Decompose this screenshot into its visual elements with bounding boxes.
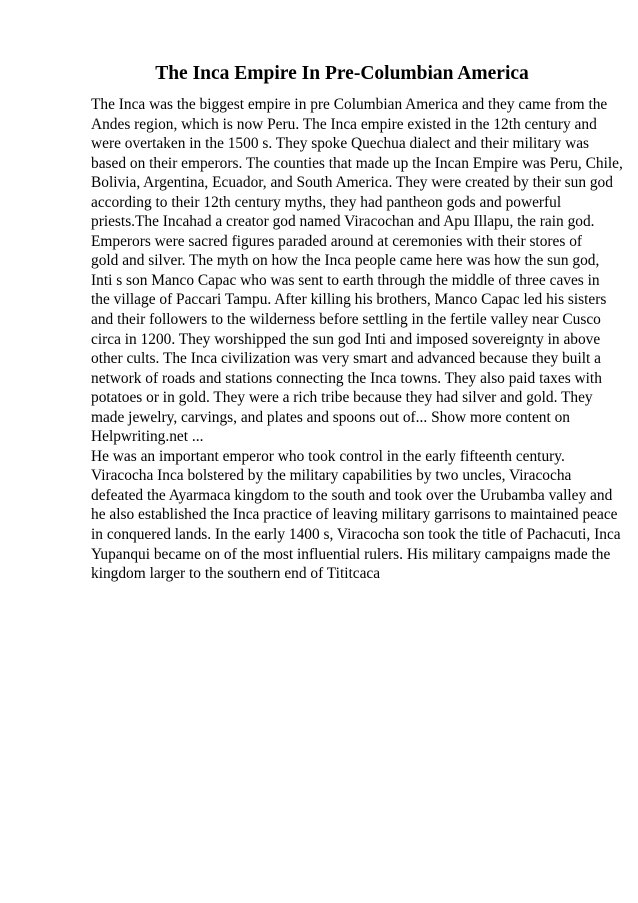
body-line: Yupanqui became on of the most influential rulers. His military campaigns made the: [91, 545, 611, 563]
body-line: Emperors were sacred figures paraded around at ceremonies with their stores of: [91, 232, 583, 250]
body-line: and their followers to the wilderness before settling in the fertile valley near Cusco: [91, 311, 601, 329]
body-line: in conquered lands. In the early 1400 s, Viracocha son took the title of Pachacuti, Inca: [91, 526, 621, 544]
body-line: Inti s son Manco Capac who was sent to earth through the middle of three caves in: [91, 271, 600, 289]
body-line: network of roads and stations connecting the Inca towns. They also paid taxes with: [91, 369, 602, 387]
body-line: The Inca was the biggest empire in pre Columbian America and they came from the: [91, 96, 608, 113]
body-line: defeated the Ayarmaca kingdom to the south and took over the Urubamba valley and: [91, 486, 613, 504]
body-line: He was an important emperor who took control in the early fifteenth century.: [91, 447, 565, 465]
body-line: he also established the Inca practice of leaving military garrisons to maintained peace: [91, 506, 618, 524]
body-line: circa in 1200. They worshipped the sun god Inti and imposed sovereignty in above: [91, 330, 601, 348]
body-line: made jewelry, carvings, and plates and spoons out of... Show more content on: [91, 408, 570, 426]
body-line: according to their 12th century myths, they had pantheon gods and powerful: [91, 193, 562, 211]
body-line: Bolivia, Argentina, Ecuador, and South America. They were created by their sun god: [91, 174, 613, 192]
body-line: kingdom larger to the southern end of Tititcaca: [91, 565, 381, 583]
body-line: based on their emperors. The counties that made up the Incan Empire was Peru, Chile,: [91, 154, 623, 172]
body-line: Andes region, which is now Peru. The Inca empire existed in the 12th century and: [91, 115, 597, 133]
body-line: priests.The Incahad a creator god named Viracochan and Apu Illapu, the rain god.: [91, 213, 595, 231]
body-line: Viracocha Inca bolstered by the military capabilities by two uncles, Viracocha: [91, 467, 572, 485]
body-line: other cults. The Inca civilization was very smart and advanced because they built a: [91, 350, 601, 368]
body-line: gold and silver. The myth on how the Inca people came here was how the sun god,: [91, 252, 600, 270]
document-title: The Inca Empire In Pre-Columbian America: [155, 63, 529, 84]
body-line: the village of Paccari Tampu. After killing his brothers, Manco Capac led his sisters: [91, 291, 607, 309]
body-line: were overtaken in the 1500 s. They spoke Quechua dialect and their military was: [91, 135, 590, 153]
body-line: Helpwriting.net ...: [91, 428, 204, 446]
document-body: [91, 95, 623, 584]
body-line: potatoes or in gold. They were a rich tribe because they had silver and gold. They: [91, 389, 593, 407]
